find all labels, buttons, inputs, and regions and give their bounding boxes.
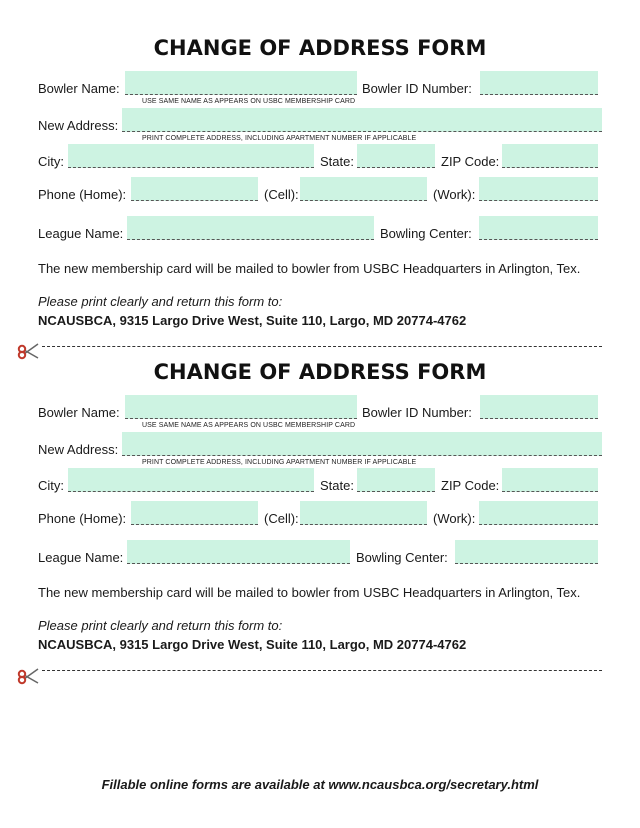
form-title: CHANGE OF ADDRESS FORM bbox=[153, 36, 487, 60]
scissors-icon bbox=[16, 341, 44, 361]
phone-work-label: (Work): bbox=[433, 187, 476, 202]
bowling-center-field[interactable] bbox=[479, 216, 598, 240]
cut-line bbox=[42, 670, 602, 671]
name-hint: USE SAME NAME AS APPEARS ON USBC MEMBERSHIP CARD bbox=[142, 422, 356, 429]
return-address: NCAUSBCA, 9315 Largo Drive West, Suite 110, Largo, MD 20774-4762 bbox=[38, 637, 467, 652]
phone-cell-field[interactable] bbox=[300, 501, 427, 525]
cut-line bbox=[42, 346, 602, 347]
address-hint: PRINT COMPLETE ADDRESS, INCLUDING APARTMENT NUMBER IF APPLICABLE bbox=[142, 135, 417, 142]
change-of-address-form-2 bbox=[0, 360, 640, 680]
league-name-field[interactable] bbox=[127, 216, 374, 240]
state-field[interactable] bbox=[357, 468, 435, 492]
city-label: City: bbox=[38, 478, 64, 493]
mail-note: The new membership card will be mailed to bowler from USBC Headquarters in Arlington, Tex. bbox=[38, 261, 581, 276]
bowler-name-field[interactable] bbox=[125, 71, 357, 95]
return-instruction: Please print clearly and return this form to: bbox=[38, 618, 283, 633]
phone-home-label: Phone (Home): bbox=[38, 187, 127, 202]
bowler-id-label: Bowler ID Number: bbox=[362, 81, 472, 96]
return-instruction: Please print clearly and return this form to: bbox=[38, 294, 283, 309]
zip-label: ZIP Code: bbox=[441, 478, 500, 493]
state-field[interactable] bbox=[357, 144, 435, 168]
form-title: CHANGE OF ADDRESS FORM bbox=[153, 360, 487, 384]
bowler-id-field[interactable] bbox=[480, 395, 598, 419]
phone-home-field[interactable] bbox=[131, 177, 258, 201]
city-field[interactable] bbox=[68, 144, 314, 168]
phone-cell-label: (Cell): bbox=[264, 187, 299, 202]
league-name-label: League Name: bbox=[38, 226, 124, 241]
phone-work-field[interactable] bbox=[479, 177, 598, 201]
city-field[interactable] bbox=[68, 468, 314, 492]
change-of-address-form-1 bbox=[0, 36, 640, 356]
new-address-field[interactable] bbox=[122, 432, 602, 456]
bowler-name-field[interactable] bbox=[125, 395, 357, 419]
zip-label: ZIP Code: bbox=[441, 154, 500, 169]
new-address-label: New Address: bbox=[38, 118, 119, 133]
address-hint: PRINT COMPLETE ADDRESS, INCLUDING APARTMENT NUMBER IF APPLICABLE bbox=[142, 459, 417, 466]
bowler-name-label: Bowler Name: bbox=[38, 81, 120, 96]
new-address-field[interactable] bbox=[122, 108, 602, 132]
bowler-id-field[interactable] bbox=[480, 71, 598, 95]
city-label: City: bbox=[38, 154, 64, 169]
phone-home-field[interactable] bbox=[131, 501, 258, 525]
phone-cell-label: (Cell): bbox=[264, 511, 299, 526]
bowler-name-label: Bowler Name: bbox=[38, 405, 120, 420]
state-label: State: bbox=[320, 478, 354, 493]
return-address: NCAUSBCA, 9315 Largo Drive West, Suite 110, Largo, MD 20774-4762 bbox=[38, 313, 467, 328]
bowling-center-label: Bowling Center: bbox=[356, 550, 448, 565]
phone-home-label: Phone (Home): bbox=[38, 511, 127, 526]
bowling-center-field[interactable] bbox=[455, 540, 598, 564]
league-name-field[interactable] bbox=[127, 540, 350, 564]
bowler-id-label: Bowler ID Number: bbox=[362, 405, 472, 420]
bowling-center-label: Bowling Center: bbox=[380, 226, 472, 241]
zip-field[interactable] bbox=[502, 468, 598, 492]
mail-note: The new membership card will be mailed to bowler from USBC Headquarters in Arlington, Tex. bbox=[38, 585, 581, 600]
phone-work-field[interactable] bbox=[479, 501, 598, 525]
zip-field[interactable] bbox=[502, 144, 598, 168]
phone-cell-field[interactable] bbox=[300, 177, 427, 201]
league-name-label: League Name: bbox=[38, 550, 124, 565]
footer-note: Fillable online forms are available at www.ncausbca.org/secretary.html bbox=[101, 777, 539, 792]
state-label: State: bbox=[320, 154, 354, 169]
phone-work-label: (Work): bbox=[433, 511, 476, 526]
scissors-icon bbox=[16, 666, 44, 686]
name-hint: USE SAME NAME AS APPEARS ON USBC MEMBERSHIP CARD bbox=[142, 98, 356, 105]
new-address-label: New Address: bbox=[38, 442, 119, 457]
